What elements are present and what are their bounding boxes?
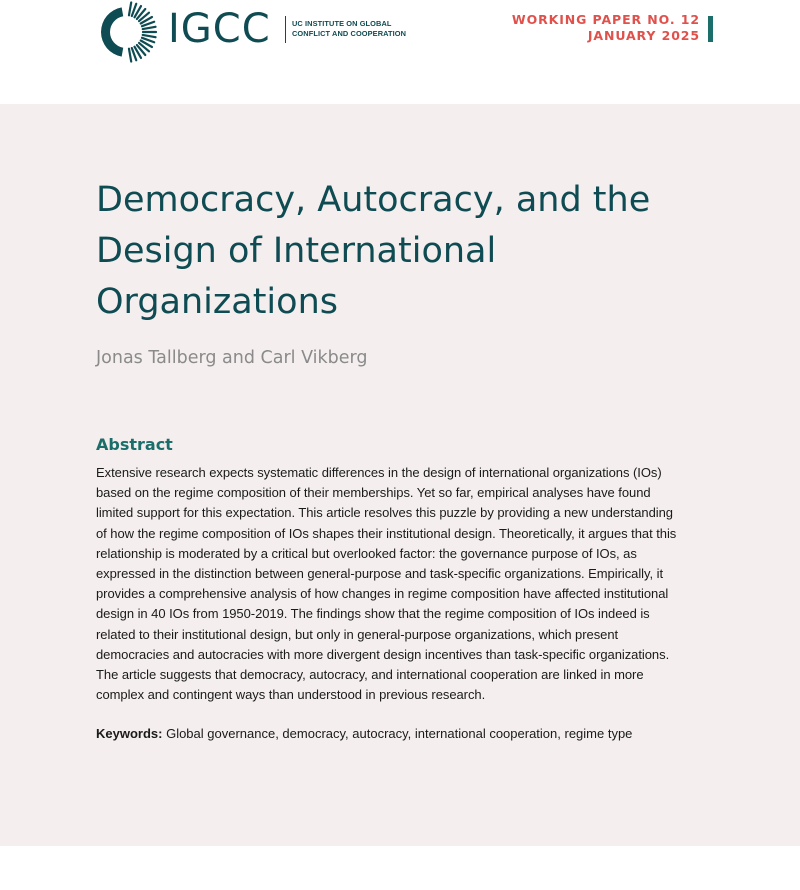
- abstract-line: based on the regime composition of their memberships. Yet so far, empirical analyses have found: [96, 485, 651, 501]
- paper-title-line-1: Democracy, Autocracy, and the: [96, 180, 651, 220]
- logo-wordmark: IGCC: [168, 6, 271, 52]
- working-paper-number: WORKING PAPER NO. 12: [511, 12, 700, 27]
- igcc-logo-icon: [94, 0, 158, 64]
- paper-title-line-2: Design of International: [96, 231, 497, 271]
- header-accent-bar: [708, 16, 713, 42]
- logo-ray: [143, 27, 156, 29]
- abstract-line: relationship is moderated by a critical but overlooked factor: the governance purpose of IOs, as: [96, 545, 637, 561]
- abstract-heading: Abstract: [96, 435, 173, 454]
- working-paper-info: [512, 12, 700, 44]
- paper-title: [96, 175, 716, 328]
- logo-ray: [129, 2, 131, 15]
- working-paper-date: JANUARY 2025: [587, 28, 700, 43]
- page-header: [0, 0, 800, 104]
- abstract-line: The article suggests that democracy, autocracy, and international cooperation are linked in more: [96, 667, 644, 683]
- logo-subtitle: [292, 19, 406, 39]
- abstract-line: design in 40 IOs from 1950-2019. The findings show that the regime composition of IOs indeed is: [96, 606, 650, 622]
- keywords-label: Keywords:: [96, 726, 163, 741]
- logo-ray: [143, 35, 156, 37]
- abstract-line: complex and contingent ways than understood in previous research.: [96, 687, 486, 703]
- abstract-line: related to their institutional design, but only in general-purpose organizations, which present: [96, 626, 619, 642]
- keywords-list: Global governance, democracy, autocracy, international cooperation, regime type: [162, 726, 633, 741]
- abstract-line: of how the regime composition of IOs shapes their institutional design. Theoretically, it argues that this: [96, 525, 677, 541]
- logo-ray: [129, 49, 131, 62]
- abstract-line: Extensive research expects systematic differences in the design of international organizations (IOs): [96, 465, 662, 480]
- abstract-line: expressed in the distinction between general-purpose and task-specific organizations. Empirically, it: [96, 566, 664, 582]
- keywords-line: [96, 724, 716, 744]
- paper-title-line-3: Organizations: [96, 282, 338, 322]
- logo-subtitle-line-2: CONFLICT AND COOPERATION: [292, 29, 407, 38]
- logo-arc: [101, 7, 123, 56]
- abstract-line: provides a comprehensive analysis of how changes in regime composition have affected institutional: [96, 586, 669, 602]
- abstract-line: democracies and autocracies with more divergent design incentives than task-specific organizations.: [96, 646, 670, 662]
- abstract-line: limited support for this expectation. This article resolves this puzzle by providing a new understanding: [96, 505, 673, 521]
- abstract-body: [96, 463, 704, 705]
- logo-subtitle-line-1: UC INSTITUTE ON GLOBAL: [292, 19, 392, 28]
- paper-authors: Jonas Tallberg and Carl Vikberg: [96, 348, 368, 368]
- logo-divider: [285, 16, 286, 43]
